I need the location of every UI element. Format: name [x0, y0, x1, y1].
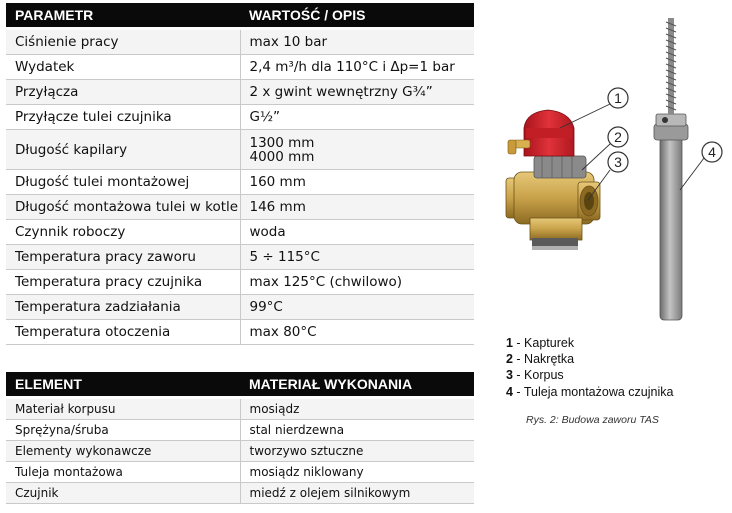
element-name: Materiał korpusu [6, 399, 240, 420]
valve-cap [508, 110, 574, 156]
header-material: MATERIAŁ WYKONANIA [240, 372, 474, 396]
callout-3 [608, 152, 628, 172]
legend-text: - Tuleja montażowa czujnika [512, 384, 674, 399]
element-name: Sprężyna/śruba [6, 420, 240, 441]
parameters-table [6, 3, 474, 345]
legend-text: - Korpus [512, 368, 564, 383]
table-row [6, 30, 474, 55]
materials-table [6, 372, 474, 504]
legend-item [506, 384, 673, 400]
param-value: max 10 bar [240, 30, 474, 55]
svg-text:1: 1 [614, 90, 622, 106]
param-value: G½” [240, 105, 474, 130]
table-row [6, 55, 474, 80]
param-value: 160 mm [240, 170, 474, 195]
callout-4 [702, 142, 722, 162]
param-name: Temperatura zadziałania [6, 295, 240, 320]
table-header-row [6, 372, 474, 396]
param-name: Przyłącza [6, 80, 240, 105]
param-value: 146 mm [240, 195, 474, 220]
legend-text: - Kapturek [512, 336, 575, 350]
param-value-line: 4000 mm [249, 148, 315, 165]
table-row [6, 105, 474, 130]
element-name: Elementy wykonawcze [6, 441, 240, 462]
valve-diagram [490, 10, 730, 330]
param-name: Długość kapilary [6, 130, 240, 170]
table-row [6, 220, 474, 245]
table-row [6, 399, 474, 420]
param-value: 5 ÷ 115°C [240, 245, 474, 270]
table-row [6, 170, 474, 195]
header-value: WARTOŚĆ / OPIS [240, 3, 474, 27]
table-row [6, 130, 474, 170]
callout-1 [608, 88, 628, 108]
table-row [6, 420, 474, 441]
table-row [6, 441, 474, 462]
svg-text:2: 2 [614, 129, 622, 145]
valve-body [506, 172, 600, 250]
param-name: Przyłącze tulei czujnika [6, 105, 240, 130]
legend-text: - Nakrętka [512, 352, 575, 367]
table-row [6, 80, 474, 105]
param-value: max 80°C [240, 320, 474, 345]
param-value [240, 130, 474, 170]
param-value-line: 1300 mm [249, 134, 315, 151]
legend-item [506, 351, 673, 367]
param-name: Ciśnienie pracy [6, 30, 240, 55]
element-material: mosiądz [240, 399, 474, 420]
param-name: Temperatura otoczenia [6, 320, 240, 345]
element-name: Tuleja montażowa [6, 462, 240, 483]
param-name: Temperatura pracy zaworu [6, 245, 240, 270]
legend-item [506, 335, 673, 351]
table-row [6, 462, 474, 483]
param-value: max 125°C (chwilowo) [240, 270, 474, 295]
capillary-spring [666, 18, 676, 114]
figure-caption: Rys. 2: Budowa zaworu TAS [526, 414, 659, 426]
callout-2 [608, 127, 628, 147]
figure-legend [506, 335, 673, 400]
param-value: 2,4 m³/h dla 110°C i Δp=1 bar [240, 55, 474, 80]
valve-nut [534, 156, 586, 178]
table-row [6, 320, 474, 345]
header-element: ELEMENT [6, 372, 240, 396]
table-row [6, 295, 474, 320]
legend-item [506, 367, 673, 383]
legend-number: 4 [506, 384, 513, 399]
element-material: stal nierdzewna [240, 420, 474, 441]
param-name: Czynnik roboczy [6, 220, 240, 245]
legend-number: 2 [506, 352, 513, 367]
header-parameter: PARAMETR [6, 3, 240, 27]
param-name: Długość montażowa tulei w kotle [6, 195, 240, 220]
element-name: Czujnik [6, 483, 240, 504]
table-row [6, 195, 474, 220]
param-value: 2 x gwint wewnętrzny G¾” [240, 80, 474, 105]
param-value: woda [240, 220, 474, 245]
param-value: 99°C [240, 295, 474, 320]
legend-number: 1 [506, 336, 513, 350]
element-material: tworzywo sztuczne [240, 441, 474, 462]
table-row [6, 270, 474, 295]
element-material: miedź z olejem silnikowym [240, 483, 474, 504]
legend-number: 3 [506, 368, 513, 383]
element-material: mosiądz niklowany [240, 462, 474, 483]
table-row [6, 483, 474, 504]
param-name: Wydatek [6, 55, 240, 80]
svg-text:4: 4 [708, 144, 716, 160]
param-name: Długość tulei montażowej [6, 170, 240, 195]
table-header-row [6, 3, 474, 27]
sensor-sleeve [654, 114, 688, 320]
svg-text:3: 3 [614, 154, 622, 170]
param-name: Temperatura pracy czujnika [6, 270, 240, 295]
table-row [6, 245, 474, 270]
